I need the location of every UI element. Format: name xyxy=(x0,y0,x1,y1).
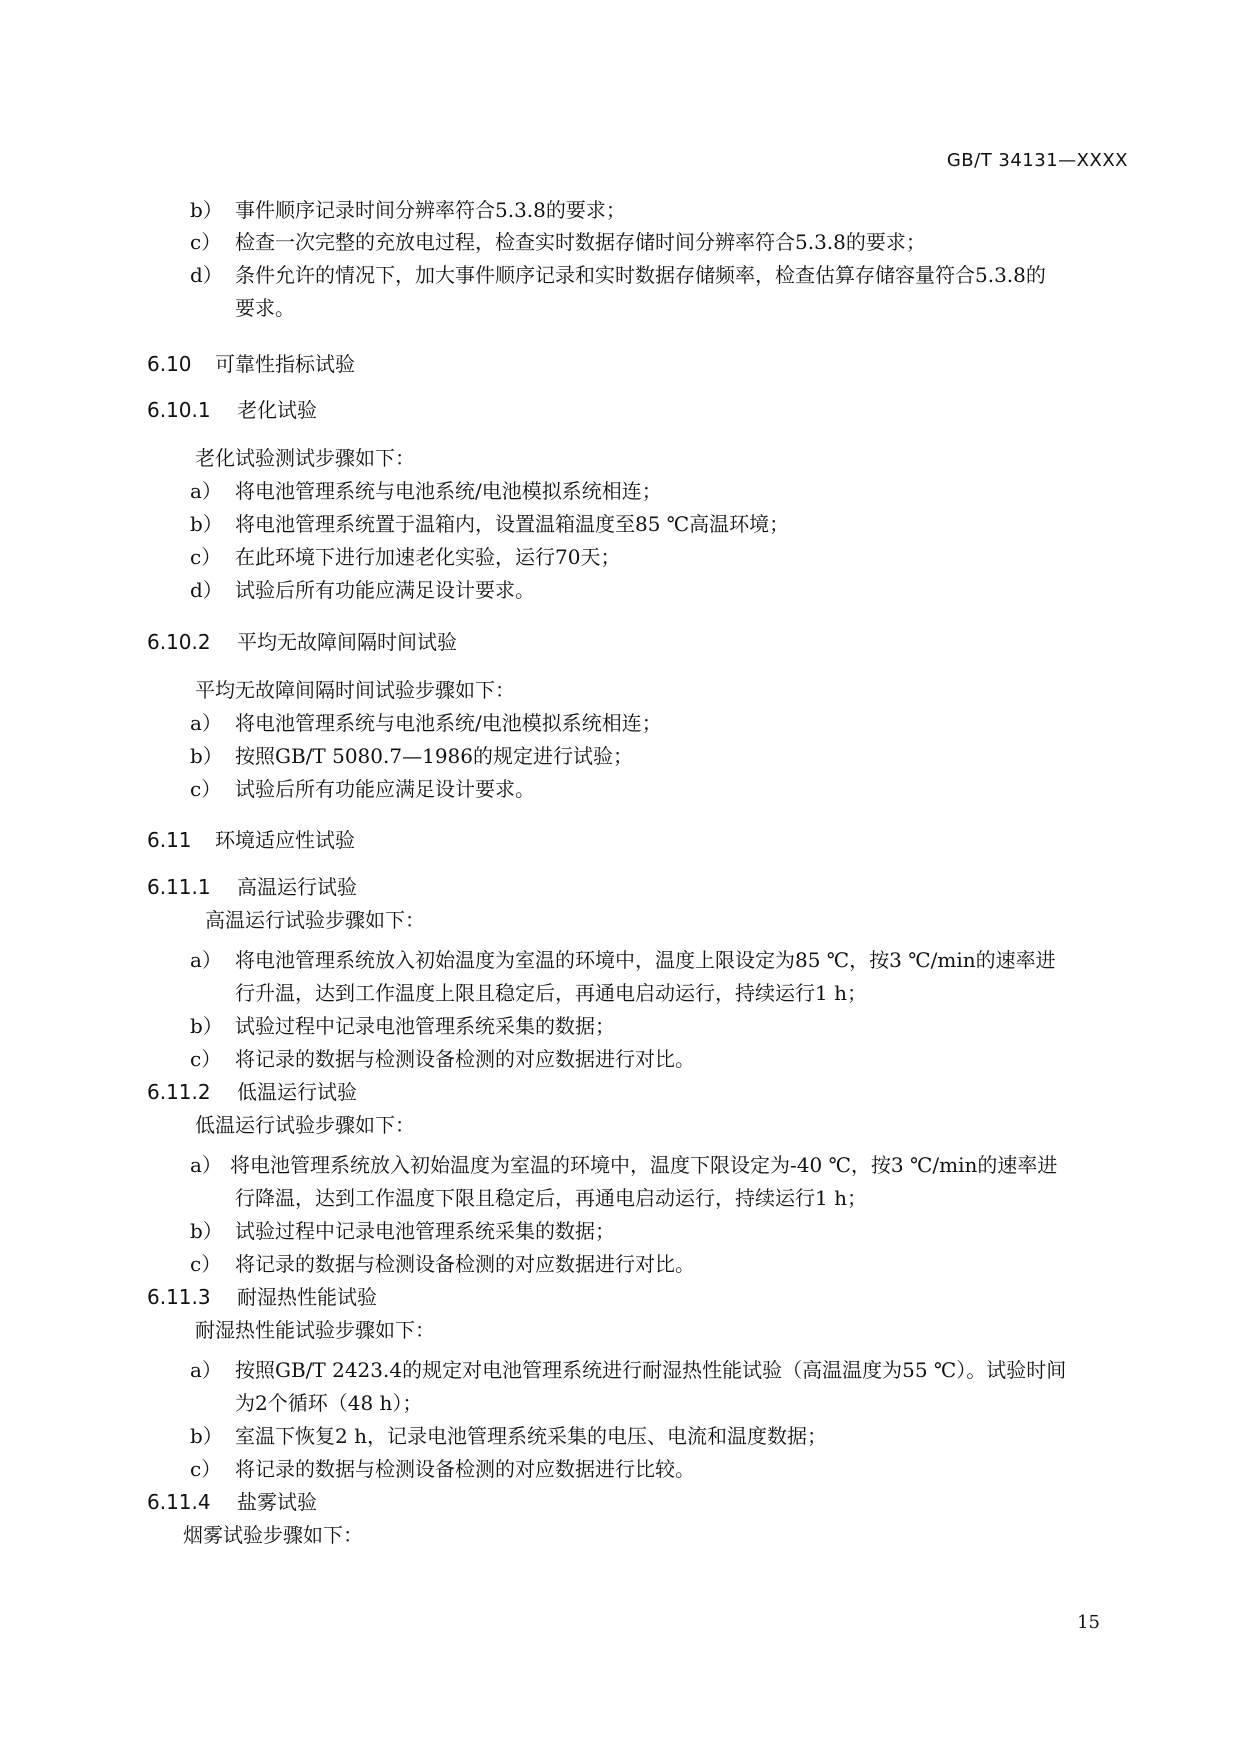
list-marker: c） xyxy=(190,1457,222,1481)
list-marker: c） xyxy=(190,777,222,801)
section-number: 6.11.3 xyxy=(147,1285,211,1309)
section-number: 6.10 xyxy=(147,352,192,376)
section-title: 老化试验 xyxy=(237,398,317,422)
section-title: 低温运行试验 xyxy=(237,1080,357,1104)
list-text: 条件允许的情况下，加大事件顺序记录和实时数据存储频率，检查估算存储容量符合5.3.8的 xyxy=(235,263,1046,287)
section-number: 6.11.1 xyxy=(147,875,211,899)
list-text: 试验过程中记录电池管理系统采集的数据； xyxy=(235,1014,615,1038)
list-marker: b） xyxy=(190,1424,223,1448)
section-title: 环境适应性试验 xyxy=(215,828,355,852)
section-title: 盐雾试验 xyxy=(237,1490,317,1514)
list-text: 试验过程中记录电池管理系统采集的数据； xyxy=(235,1219,615,1243)
paragraph-text: 烟雾试验步骤如下： xyxy=(183,1523,363,1547)
list-text: 将记录的数据与检测设备检测的对应数据进行对比。 xyxy=(235,1047,695,1071)
list-text: 按照GB/T 2423.4的规定对电池管理系统进行耐湿热性能试验（高温温度为55 ℃）。试验时间 xyxy=(235,1358,1067,1382)
list-text: 将记录的数据与检测设备检测的对应数据进行对比。 xyxy=(235,1252,695,1276)
list-marker: b） xyxy=(190,744,223,768)
list-marker: a） xyxy=(190,1153,222,1177)
list-text: 将电池管理系统与电池系统/电池模拟系统相连； xyxy=(235,711,662,735)
section-number: 6.11.4 xyxy=(147,1490,211,1514)
list-marker: b） xyxy=(190,198,223,222)
list-text: 事件顺序记录时间分辨率符合5.3.8的要求； xyxy=(235,198,626,222)
list-text: 在此环境下进行加速老化实验，运行70天； xyxy=(235,545,621,569)
list-text: 将记录的数据与检测设备检测的对应数据进行比较。 xyxy=(235,1457,695,1481)
list-marker: c） xyxy=(190,230,222,254)
section-title: 平均无故障间隔时间试验 xyxy=(237,630,457,654)
list-marker: c） xyxy=(190,1047,222,1071)
paragraph-text: 平均无故障间隔时间试验步骤如下： xyxy=(195,678,515,702)
list-marker: d） xyxy=(190,263,223,287)
list-marker: c） xyxy=(190,545,222,569)
list-marker: a） xyxy=(190,948,222,972)
section-title: 高温运行试验 xyxy=(237,875,357,899)
list-text: 将电池管理系统放入初始温度为室温的环境中，温度上限设定为85 ℃，按3 ℃/min的速率进 xyxy=(235,948,1056,972)
list-text: 为2个循环（48 h）； xyxy=(235,1391,423,1415)
list-text: 将电池管理系统与电池系统/电池模拟系统相连； xyxy=(235,479,662,503)
list-marker: a） xyxy=(190,479,222,503)
list-text: 行降温，达到工作温度下限且稳定后，再通电启动运行，持续运行1 h； xyxy=(235,1186,867,1210)
list-marker: d） xyxy=(190,578,223,602)
paragraph-text: 耐湿热性能试验步骤如下： xyxy=(195,1318,435,1342)
list-marker: b） xyxy=(190,1219,223,1243)
paragraph-text: 低温运行试验步骤如下： xyxy=(195,1113,415,1137)
paragraph-text: 老化试验测试步骤如下： xyxy=(195,446,415,470)
section-number: 6.11.2 xyxy=(147,1080,211,1104)
section-title: 可靠性指标试验 xyxy=(215,352,355,376)
list-text: 检查一次完整的充放电过程，检查实时数据存储时间分辨率符合5.3.8的要求； xyxy=(235,230,926,254)
list-text: 按照GB/T 5080.7—1986的规定进行试验； xyxy=(235,744,633,768)
list-marker: a） xyxy=(190,711,222,735)
page-number: 15 xyxy=(1077,1612,1100,1633)
paragraph-text: 高温运行试验步骤如下： xyxy=(205,908,425,932)
list-text: 室温下恢复2 h，记录电池管理系统采集的电压、电流和温度数据； xyxy=(235,1424,827,1448)
list-text: 要求。 xyxy=(235,296,295,320)
section-number: 6.10.2 xyxy=(147,630,211,654)
list-text: 将电池管理系统放入初始温度为室温的环境中，温度下限设定为-40 ℃，按3 ℃/min的速率进 xyxy=(230,1153,1058,1177)
list-marker: b） xyxy=(190,512,223,536)
section-title: 耐湿热性能试验 xyxy=(237,1285,377,1309)
list-marker: a） xyxy=(190,1358,222,1382)
list-text: 试验后所有功能应满足设计要求。 xyxy=(235,777,535,801)
list-text: 试验后所有功能应满足设计要求。 xyxy=(235,578,535,602)
list-marker: c） xyxy=(190,1252,222,1276)
list-marker: b） xyxy=(190,1014,223,1038)
section-number: 6.11 xyxy=(147,828,192,852)
list-text: 将电池管理系统置于温箱内，设置温箱温度至85 ℃高温环境； xyxy=(235,512,790,536)
list-text: 行升温，达到工作温度上限且稳定后，再通电启动运行，持续运行1 h； xyxy=(235,981,867,1005)
document-code: GB/T 34131—XXXX xyxy=(946,150,1128,171)
section-number: 6.10.1 xyxy=(147,398,211,422)
